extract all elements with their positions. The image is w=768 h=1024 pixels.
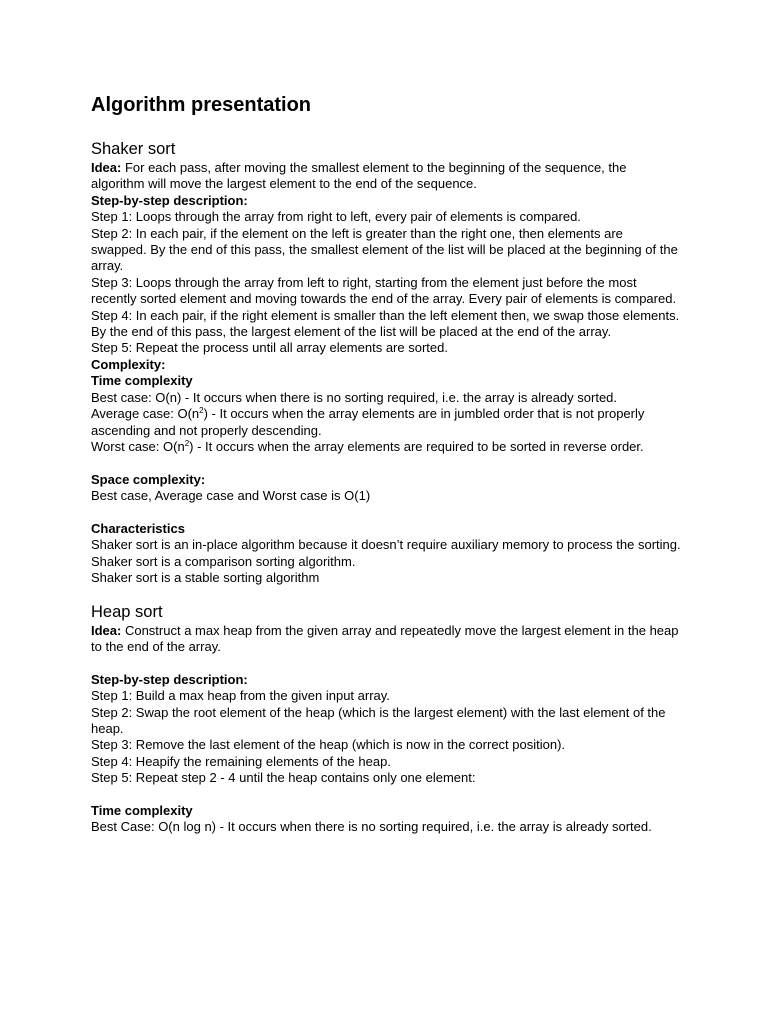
shaker-step-3: Step 3: Loops through the array from left to right, starting from the element just before the most recently sorted element and moving towards the end of the array. Every pair of elements is compared. xyxy=(91,274,677,307)
heap-idea-text: Construct a max heap from the given array and repeatedly move the largest element in the heap to the end of the array. xyxy=(91,622,679,654)
shaker-step-2: Step 2: In each pair, if the element on the left is greater than the right one, then elements are swapped. By the end of this pass, the smallest element of the list will be placed at the beginning of the array. xyxy=(91,225,678,274)
document-title: Algorithm presentation xyxy=(91,94,312,116)
spacer xyxy=(91,505,681,521)
heap-step-2: Step 2: Swap the root element of the heap (which is the largest element) with the last element of the heap. xyxy=(91,704,666,736)
shaker-characteristic-1: Shaker sort is an in-place algorithm because it doesn’t require auxiliary memory to process the sorting. xyxy=(91,537,681,553)
heap-step-4: Step 4: Heapify the remaining elements of the heap. xyxy=(91,753,391,769)
shaker-worst-case xyxy=(91,439,681,455)
shaker-step-5: Step 5: Repeat the process until all array elements are sorted. xyxy=(91,340,448,356)
shaker-idea-text: For each pass, after moving the smallest element to the beginning of the sequence, the algorithm will move the largest element to the end of the sequence. xyxy=(91,160,627,192)
shaker-steps-heading: Step-by-step description: xyxy=(91,192,248,208)
average-case-prefix: Average case: O(n xyxy=(91,406,200,422)
shaker-best-case: Best case: O(n) - It occurs when there is no sorting required, i.e. the array is already sorted. xyxy=(91,389,618,405)
shaker-sort-heading: Shaker sort xyxy=(91,140,176,158)
shaker-complexity-heading: Complexity: xyxy=(91,356,166,372)
spacer xyxy=(91,455,681,471)
average-case-exponent: 2 xyxy=(199,406,204,416)
heap-step-1: Step 1: Build a max heap from the given input array. xyxy=(91,688,390,704)
document-content xyxy=(91,92,681,836)
heap-sort-section xyxy=(91,601,681,836)
shaker-space-complexity-heading: Space complexity: xyxy=(91,471,206,487)
heap-steps-heading: Step-by-step description: xyxy=(91,671,248,687)
heap-step-5: Step 5: Repeat step 2 - 4 until the heap contains only one element: xyxy=(91,770,476,786)
heap-step-3: Step 3: Remove the last element of the heap (which is now in the correct position). xyxy=(91,737,566,753)
shaker-time-complexity-heading: Time complexity xyxy=(91,373,193,389)
heap-sort-heading: Heap sort xyxy=(91,602,163,621)
worst-case-prefix: Worst case: O(n xyxy=(91,438,185,454)
shaker-step-4: Step 4: In each pair, if the right element is smaller than the left element then, we swap those elements. By the end of this pass, the largest element of the list will be placed at the end of the array. xyxy=(91,307,680,340)
heap-time-complexity-heading: Time complexity xyxy=(91,802,193,818)
shaker-characteristics-heading: Characteristics xyxy=(91,520,185,536)
shaker-sort-section xyxy=(91,138,681,587)
shaker-characteristic-2: Shaker sort is a comparison sorting algorithm. xyxy=(91,553,356,569)
heap-best-case: Best Case: O(n log n) - It occurs when there is no sorting required, i.e. the array is already sorted. xyxy=(91,819,652,835)
average-case-suffix: ) - It occurs when the array elements are in jumbled order that is not properly ascending and not properly descending. xyxy=(91,406,645,438)
spacer xyxy=(91,787,681,803)
heap-idea xyxy=(91,623,681,656)
section-spacer xyxy=(91,587,681,601)
shaker-idea xyxy=(91,160,681,193)
shaker-characteristic-3: Shaker sort is a stable sorting algorithm xyxy=(91,570,320,586)
worst-case-suffix: ) - It occurs when the array elements are required to be sorted in reverse order. xyxy=(189,438,644,454)
worst-case-exponent: 2 xyxy=(184,438,190,448)
shaker-space-complexity-text: Best case, Average case and Worst case is O(1) xyxy=(91,488,371,504)
shaker-average-case xyxy=(91,406,681,439)
shaker-idea-label: Idea: xyxy=(91,160,122,175)
spacer xyxy=(91,655,681,671)
heap-idea-label: Idea: xyxy=(91,622,122,638)
shaker-step-1: Step 1: Loops through the array from right to left, every pair of elements is compared. xyxy=(91,209,581,225)
